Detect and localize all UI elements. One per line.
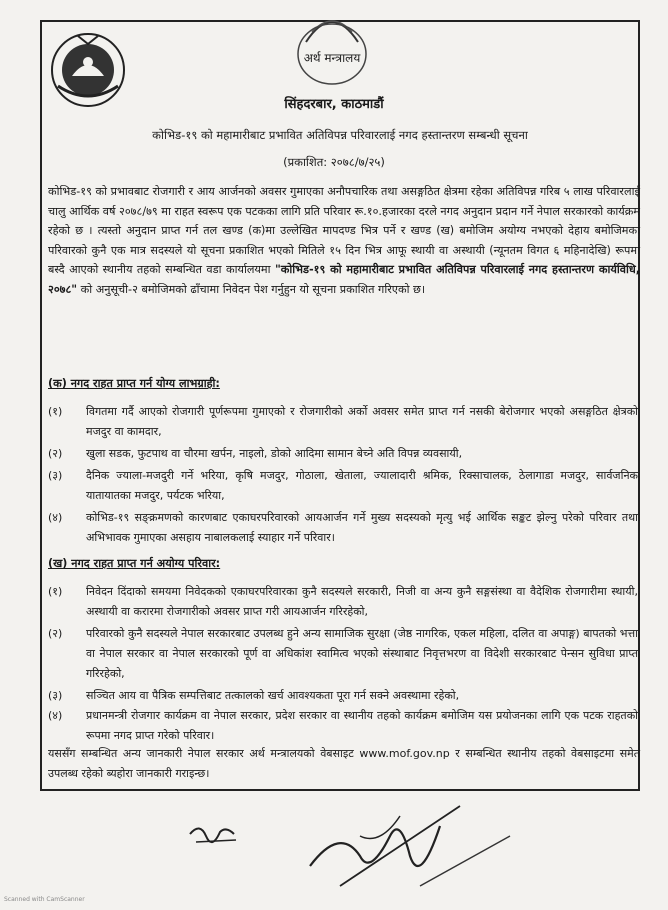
section-a-item (48, 466, 638, 506)
scanner-watermark: Scanned with CamScanner (4, 896, 85, 903)
signature-right (300, 796, 520, 896)
item-number: (३) (48, 469, 63, 482)
item-number: (२) (48, 627, 63, 640)
section-a-item (48, 508, 638, 548)
item-text: खुला सडक, फुटपाथ वा चौरमा खर्पन, नाइलो, डोको आदिमा सामान बेच्ने अति विपन्न व्यवसायी, (86, 447, 463, 460)
ministry-seal (286, 2, 378, 94)
signature-left (186, 812, 246, 852)
published-date: (प्रकाशित: २०७८/७/२५) (283, 155, 385, 169)
item-number: (४) (48, 709, 63, 722)
item-number: (१) (48, 405, 63, 418)
item-text: कोभिड-१९ सङ्क्रमणको कारणबाट एकाघरपरिवारको आयआर्जन गर्ने मुख्य सदस्यको मृत्यु भई आर्थिक सङ्कट झेल्नु परेको परिवार तथा अभिभावक गुमाएका असहाय नाबालकलाई स्याहार गर्ने परिवार। (86, 511, 638, 544)
section-a-item (48, 444, 638, 464)
section-b-heading: (ख) नगद राहत प्राप्त गर्न अयोग्य परिवार: (48, 557, 221, 570)
item-text: निवेदन दिंदाको समयमा निवेदकको एकाघरपरिवारका कुनै सदस्यले सरकारी, निजी वा अन्य कुनै सङ्गसंस्था वा वैदेशिक रोजगारीमा स्थायी, अस्थायी वा करारमा रोजगारीको अवसर प्राप्त गरी आयआर्जन गरिरहेको, (86, 585, 638, 618)
item-number: (२) (48, 447, 63, 460)
footer-note: यससँग सम्बन्धित अन्य जानकारी नेपाल सरकार अर्थ मन्त्रालयको वेबसाइट www.mof.gov.np र सम्बन्धित स्थानीय तहको वेबसाइटमा समेत उपलब्ध रहेको ब्यहोरा जानकारी गराइन्छ। (48, 747, 640, 780)
section-b-item (48, 624, 638, 684)
item-number: (१) (48, 585, 63, 598)
item-text: प्रधानमन्त्री रोजगार कार्यक्रम वा नेपाल सरकार, प्रदेश सरकार वा स्थानीय तहको कार्यक्रम बमोजिम यस प्रयोजनका लागि एक पटक राहतको रूपमा नगद प्राप्त गरेको परिवार। (86, 709, 638, 742)
item-number: (४) (48, 511, 63, 524)
item-text: परिवारको कुनै सदस्यले नेपाल सरकारबाट उपलब्ध हुने अन्य सामाजिक सुरक्षा (जेष्ठ नागरिक, एकल महिला, दलित वा अपाङ्ग) बापतको भत्ता वा नेपाल सरकार वा नेपाल सरकारको पूर्ण वा अधिकांश स्वामित्व भएको संस्थाबाट निवृत्तभरण वा विदेशी सरकारबाट पेन्सन सुविधा प्राप्त गरिरहेको, (86, 627, 638, 680)
section-b-item (48, 706, 638, 746)
item-text: दैनिक ज्याला-मजदुरी गर्ने भरिया, कृषि मजदुर, गोठाला, खेताला, ज्यालादारी श्रमिक, रिक्साचालक, ठेलागाडा मजदुर, सार्वजनिक यातायातका मजदुर, पर्यटक भरिया, (86, 469, 638, 502)
intro-text: कोभिड-१९ को प्रभावबाट रोजगारी र आय आर्जनको अवसर गुमाएका अनौपचारिक तथा असङ्गठित क्षेत्रमा रहेका अतिविपन्न गरिब ५ लाख परिवारलाई चालु आर्थिक वर्ष २०७८/७९ मा राहत स्वरूप एक पटकका लागि प्रति परिवार रू.१०.हजारका दरले नगद अनुदान प्रदान गर्ने नेपाल सरकारको कार्यक्रम रहेको छ । त्यस्तो अनुदान प्राप्त गर्न तल खण्ड (क)मा उल्लेखित मापदण्ड भित्र पर्ने र खण्ड (ख) बमोजिम अयोग्य नभएको देहाय बमोजिमका परिवारको कुनै एक मात्र सदस्यले यो सूचना प्रकाशित भएको मितिले १५ दिन भित्र आफू स्थायी वा अस्थायी (न्यूनतम विगत ६ महिनादेखि) रूपमा बस्दै आएको स्थानीय तहको सम्बन्धित वडा कार्यालयमा (48, 185, 640, 276)
frame-bottom-line (40, 789, 640, 791)
item-text: विगतमा गर्दै आएको रोजगारी पूर्णरूपमा गुमाएको र रोजगारीको अर्को अवसर समेत प्राप्त गर्न नसकी बेरोजगार भएको असङ्गठित क्षेत्रको मजदुर वा कामदार, (86, 405, 638, 438)
intro-tail: को अनुसूची-२ बमोजिमको ढाँचामा निवेदन पेश गर्नुहुन यो सूचना प्रकाशित गरिएको छ। (77, 282, 426, 296)
intro-bold-procedure: "कोभिड-१९ को महामारीबाट प्रभावित अतिविपन्न परिवारलाई नगद हस्तान्तरण कार्यविधि, २०७८" (48, 263, 640, 296)
section-a-item (48, 402, 638, 442)
item-number: (३) (48, 689, 63, 702)
item-text: सञ्चित आय वा पैत्रिक सम्पत्तिबाट तत्कालको खर्च आवश्यकता पूरा गर्न सक्ने अवस्थामा रहेको, (86, 689, 460, 702)
office-address: सिंहदरबार, काठमाडौं (284, 97, 384, 112)
section-b-item (48, 582, 638, 622)
section-b-item (48, 686, 638, 706)
seal-text: अर्थ मन्त्रालय (303, 51, 361, 65)
section-a-heading: (क) नगद राहत प्राप्त गर्न योग्य लाभग्राही: (48, 377, 220, 390)
intro-paragraph (48, 182, 640, 299)
notice-title: कोभिड-१९ को महामारीबाट प्रभावित अतिविपन्न परिवारलाई नगद हस्तान्तरण सम्बन्धी सूचना (152, 128, 528, 142)
